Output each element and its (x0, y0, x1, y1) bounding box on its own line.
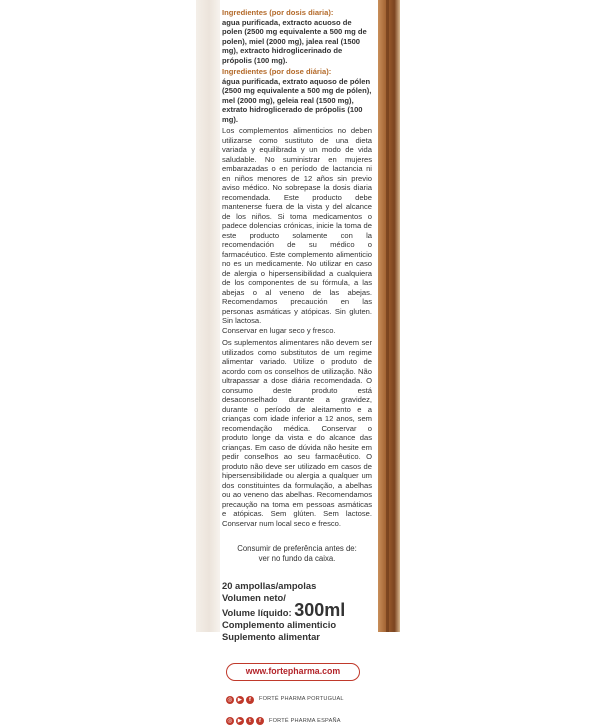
storage-es: Conservar en lugar seco y fresco. (222, 326, 372, 336)
complement-es: Complemento alimenticio (222, 619, 372, 631)
youtube-icon[interactable]: ▶ (236, 717, 244, 725)
website-link[interactable] (226, 663, 360, 681)
warnings-pt: Os suplementos alimentares não devem ser utilizados como substitutos de um regime alimentar variado. Utilize o produto de acordo com os conselhos de utilização. Não ultrapassar a dose diária recomendada. O consumo deste produto está desaconselhado durante a gravidez, durante o período de aleitamento e a crianças com idade inferior a 12 anos, sem recomendação médica. Conservar o produto longe da vista e do alcance das crianças. Em caso de dúvida não hesite em pedir conselhos ao seu farmacêutico. O produto não deve ser utilizado em casos de hipersensibilidade ou alergia a qualquer um dos constituintes da formulação, a abelhas ou ao veneno das abelhas. Recomendamos precaução na toma em pessoas asmáticas e atópicas. Sem glúten. Sem lactose. Conservar num local seco e fresco. (222, 338, 372, 528)
ingredients-pt-heading: Ingredientes (por dose diária): (222, 67, 372, 77)
instagram-icon[interactable]: ◎ (226, 717, 234, 725)
facebook-icon[interactable]: f (246, 696, 254, 704)
consume-line-2: ver no fundo da caixa. (222, 554, 372, 564)
edge-stripe (386, 0, 389, 632)
ingredients-pt-text: água purificada, extrato aquoso de pólen (2500 mg equivalente a 500 mg de pólen), mel (2000 mg), geleia real (1500 mg), extrato hidroglicerado de própolis (100 mg). (222, 77, 372, 125)
ampoule-count: 20 ampollas/ampolas (222, 580, 372, 592)
ingredients-es (222, 8, 372, 65)
facebook-icon[interactable]: f (256, 717, 264, 725)
volume-value: 300ml (294, 600, 345, 620)
youtube-icon[interactable]: ▶ (236, 696, 244, 704)
ingredients-es-heading: Ingredientes (por dosis diaria): (222, 8, 372, 18)
social-row-pt (226, 695, 372, 705)
social-row-es (226, 717, 372, 726)
complement-pt: Suplemento alimentar (222, 631, 372, 643)
consume-before (222, 544, 372, 564)
twitter-icon[interactable]: t (246, 717, 254, 725)
box-left-edge (196, 0, 220, 632)
volume-line-1: Volumen neto/ (222, 592, 372, 604)
box-right-edge (378, 0, 400, 632)
social-label-es: FORTÉ PHARMA ESPAÑA (269, 717, 341, 726)
social-label-pt: FORTÉ PHARMA PORTUGUAL (259, 695, 344, 705)
warnings-es: Los complementos alimenticios no deben utilizarse como sustituto de una dieta variada y equilibrada y un modo de vida saludable. No suministrar en mujeres embarazadas o en período de lactancia ni en niños menores de 12 años sin previo aviso médico. No sobrepase la dosis diaria recomendada. Este producto debe mantenerse fuera de la vista y del alcance de los niños. Si toma medicamentos o padece dolencias crónicas, inicie la toma de este producto solamente con la recomendación de su médico o farmacéutico. Este complemento alimenticio no es un medicamente. No utilizar en caso de alergia o hipersensibilidad a cualquiera de los componentes de su fórmula, a las abejas o al veneno de las abejas. Recomendamos precaución en las personas asmáticas y atópicas. Sin gluten. Sin lactosa. (222, 126, 372, 326)
ingredients-es-text: agua purificada, extracto acuoso de polen (2500 mg equivalente a 500 mg de polen), miel (2000 mg), jalea real (1500 mg), extracto hidroglicerinado de própolis (100 mg). (222, 18, 372, 66)
label-panel (222, 8, 372, 632)
consume-line-1: Consumir de preferência antes de: (222, 544, 372, 554)
website-text: www.fortepharma.com (246, 667, 341, 677)
volume-label: Volume líquido: (222, 607, 292, 618)
volume-line-2 (222, 604, 372, 619)
instagram-icon[interactable]: ◎ (226, 696, 234, 704)
package-info (222, 580, 372, 643)
ingredients-pt (222, 67, 372, 124)
